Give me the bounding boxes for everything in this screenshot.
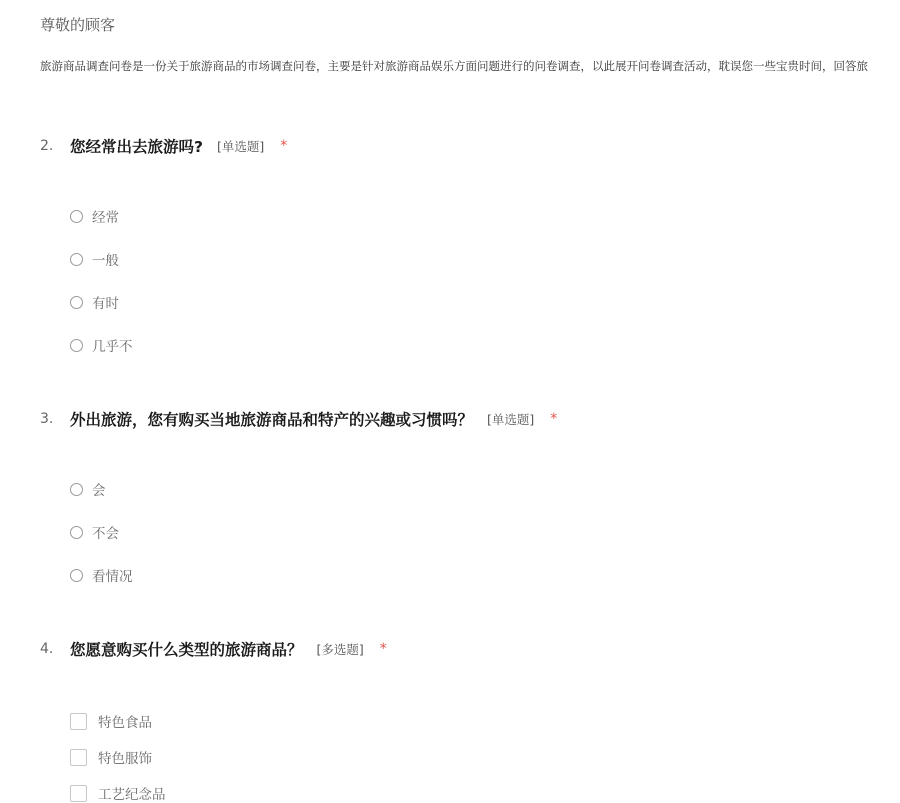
question-4-header (40, 637, 387, 661)
question-type-badge: [多选题] (316, 642, 364, 657)
checkbox-option[interactable] (70, 747, 152, 767)
question-title: 外出旅游，您有购买当地旅游商品和特产的兴趣或习惯吗？ (70, 411, 474, 429)
option-label: 工艺纪念品 (98, 787, 166, 803)
radio-button[interactable] (70, 253, 83, 266)
radio-button[interactable] (70, 526, 83, 539)
checkbox[interactable] (70, 713, 87, 730)
radio-button[interactable] (70, 210, 83, 223)
checkbox-option[interactable] (70, 783, 166, 803)
radio-option[interactable] (70, 292, 119, 312)
radio-option[interactable] (70, 249, 119, 269)
checkbox-option[interactable] (70, 711, 152, 731)
radio-option[interactable] (70, 335, 133, 355)
question-type-badge: [单选题] (487, 412, 535, 427)
radio-option[interactable] (70, 479, 106, 499)
radio-button[interactable] (70, 296, 83, 309)
option-label: 一般 (92, 253, 119, 269)
option-label: 看情况 (92, 569, 133, 585)
option-label: 特色服饰 (98, 751, 152, 767)
question-type-badge: [单选题] (217, 139, 265, 154)
question-3-header (40, 407, 557, 431)
radio-button[interactable] (70, 483, 83, 496)
required-marker: * (379, 641, 387, 657)
option-label: 几乎不 (92, 339, 133, 355)
radio-button[interactable] (70, 339, 83, 352)
question-number: 4. (40, 641, 54, 657)
option-label: 会 (92, 483, 106, 499)
option-label: 有时 (92, 296, 119, 312)
radio-option[interactable] (70, 206, 119, 226)
option-label: 特色食品 (98, 715, 152, 731)
question-title: 您愿意购买什么类型的旅游商品？ (70, 641, 303, 659)
radio-button[interactable] (70, 569, 83, 582)
required-marker: * (550, 411, 558, 427)
question-number: 2. (40, 138, 54, 154)
checkbox[interactable] (70, 749, 87, 766)
greeting-heading: 尊敬的顾客 (40, 16, 116, 34)
radio-option[interactable] (70, 565, 133, 585)
question-title: 您经常出去旅游吗? (70, 138, 203, 156)
question-number: 3. (40, 411, 54, 427)
radio-option[interactable] (70, 522, 119, 542)
checkbox[interactable] (70, 785, 87, 802)
survey-intro: 旅游商品调查问卷是一份关于旅游商品的市场调查问卷，主要是针对旅游商品娱乐方面问题进行的问卷调查，以此展开问卷调查活动，耽误您一些宝贵时间，回答旅 (40, 59, 868, 73)
option-label: 经常 (92, 210, 119, 226)
required-marker: * (280, 138, 288, 154)
question-2-header (40, 134, 287, 158)
option-label: 不会 (92, 526, 119, 542)
